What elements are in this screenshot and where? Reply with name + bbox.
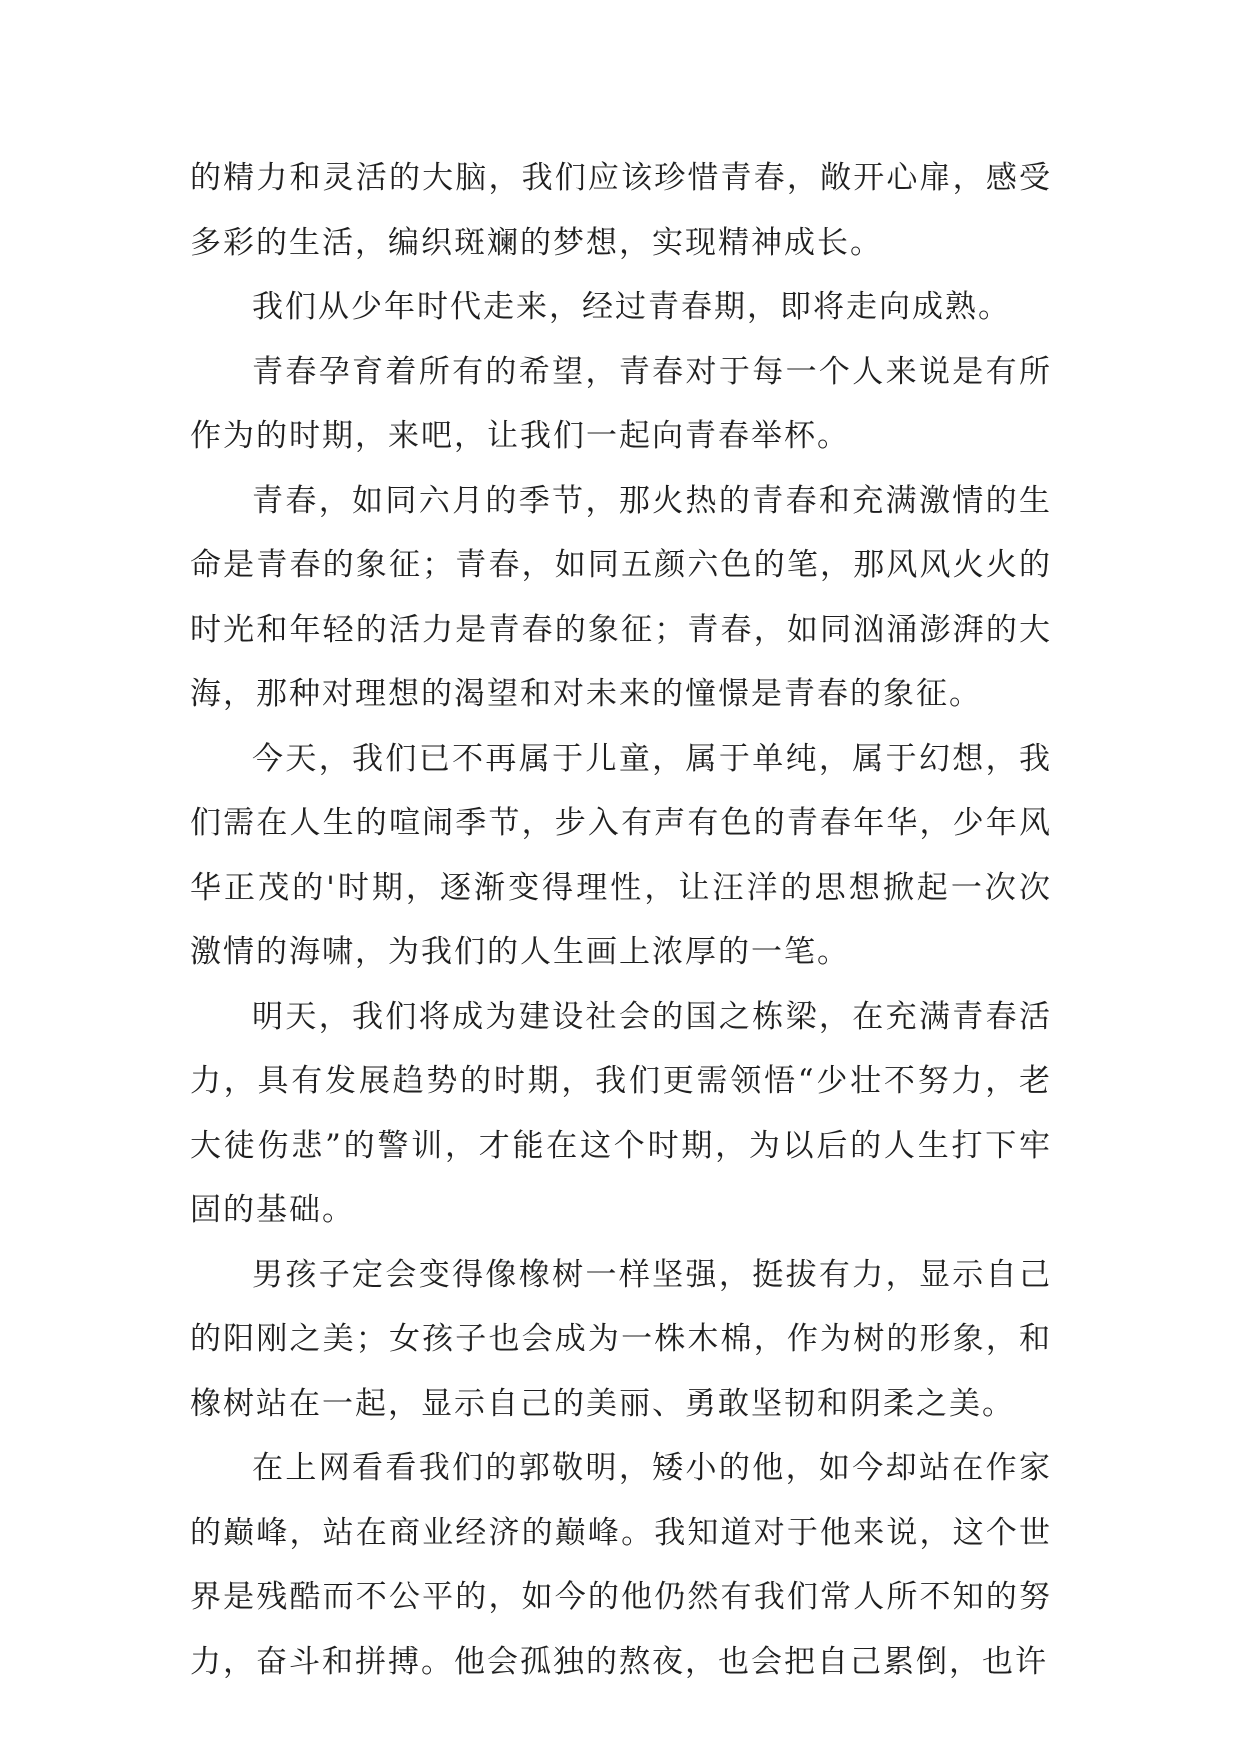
document-body <box>190 146 1052 1694</box>
paragraph-8: 在上网看看我们的郭敬明，矮小的他，如今却站在作家的巅峰，站在商业经济的巅峰。我知道对于他来说，这个世界是残酷而不公平的，如今的他仍然有我们常人所不知的努力，奋斗和拼搏。他会孤独的熬夜，也会把自己累倒，也许 <box>190 1450 1052 1680</box>
paragraph-2: 我们从少年时代走来，经过青春期，即将走向成熟。 <box>252 289 1011 325</box>
paragraph-4: 青春，如同六月的季节，那火热的青春和充满激情的生命是青春的象征；青春，如同五颜六色的笔，那风风火火的时光和年轻的活力是青春的象征；青春，如同汹涌澎湃的大海，那种对理想的渴望和对未来的憧憬是青春的象征。 <box>190 482 1052 712</box>
paragraph-5: 今天，我们已不再属于儿童，属于单纯，属于幻想，我们需在人生的喧闹季节，步入有声有色的青春年华，少年风华正茂的'时期，逐渐变得理性，让汪洋的思想掀起一次次激情的海啸，为我们的人生画上浓厚的一笔。 <box>190 740 1052 970</box>
paragraph-7: 男孩子定会变得像橡树一样坚强，挺拔有力，显示自己的阳刚之美；女孩子也会成为一株木棉，作为树的形象，和橡树站在一起，显示自己的美丽、勇敢坚韧和阴柔之美。 <box>190 1256 1052 1422</box>
paragraph-3: 青春孕育着所有的希望，青春对于每一个人来说是有所作为的时期，来吧，让我们一起向青春举杯。 <box>190 353 1052 454</box>
paragraph-1: 的精力和灵活的大脑，我们应该珍惜青春，敞开心扉，感受多彩的生活，编织斑斓的梦想，实现精神成长。 <box>190 160 1052 261</box>
paragraph-6: 明天，我们将成为建设社会的国之栋梁，在充满青春活力，具有发展趋势的时期，我们更需领悟“少壮不努力，老大徒伤悲”的警训，才能在这个时期，为以后的人生打下牢固的基础。 <box>190 998 1052 1228</box>
